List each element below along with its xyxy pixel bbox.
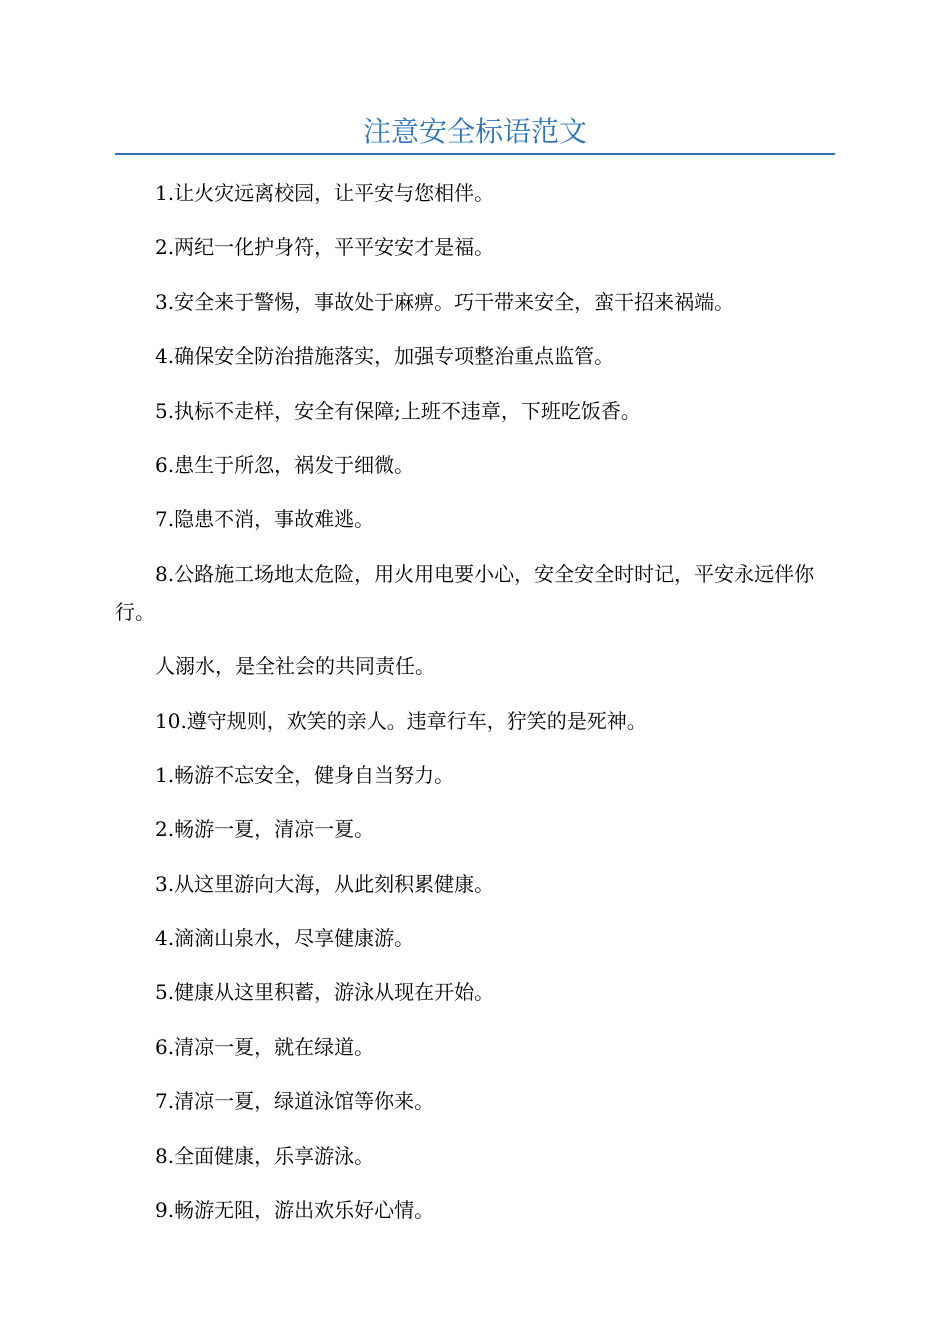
paragraph: 7.隐患不消，事故难逃。 <box>155 507 375 532</box>
document-body <box>115 174 835 1245</box>
paragraph: 3.安全来于警惕，事故处于麻痹。巧干带来安全，蛮干招来祸端。 <box>155 289 735 314</box>
paragraph: 人溺水，是全社会的共同责任。 <box>155 654 435 679</box>
paragraph: 6.患生于所忽，祸发于细微。 <box>155 452 415 477</box>
paragraph: 1.让火灾远离校园，让平安与您相伴。 <box>155 181 495 205</box>
paragraph: 2.两纪一化护身符，平平安安才是福。 <box>155 235 495 260</box>
paragraph: 9.畅游无阻，游出欢乐好心情。 <box>155 1198 435 1223</box>
paragraph: 8.全面健康，乐享游泳。 <box>155 1143 375 1168</box>
paragraph: 3.从这里游向大海，从此刻积累健康。 <box>155 871 495 896</box>
paragraph: 1.畅游不忘安全，健身自当努力。 <box>155 762 455 787</box>
paragraph: 2.畅游一夏，清凉一夏。 <box>155 817 375 842</box>
paragraph: 8.公路施工场地太危险，用火用电要小心，安全安全时时记，平安永远伴你行。 <box>115 561 815 624</box>
paragraph: 5.执标不走样，安全有保障;上班不违章，下班吃饭香。 <box>155 398 641 423</box>
paragraph: 5.健康从这里积蓄，游泳从现在开始。 <box>155 980 495 1005</box>
paragraph: 4.滴滴山泉水，尽享健康游。 <box>155 926 415 951</box>
paragraph: 7.清凉一夏，绿道泳馆等你来。 <box>155 1089 435 1114</box>
paragraph: 10.遵守规则，欢笑的亲人。违章行车，狞笑的是死神。 <box>155 708 647 733</box>
paragraph: 4.确保安全防治措施落实，加强专项整治重点监管。 <box>155 344 615 369</box>
paragraph: 6.清凉一夏，就在绿道。 <box>155 1034 375 1059</box>
title-underline <box>115 153 835 155</box>
document-title: 注意安全标语范文 <box>362 115 587 148</box>
